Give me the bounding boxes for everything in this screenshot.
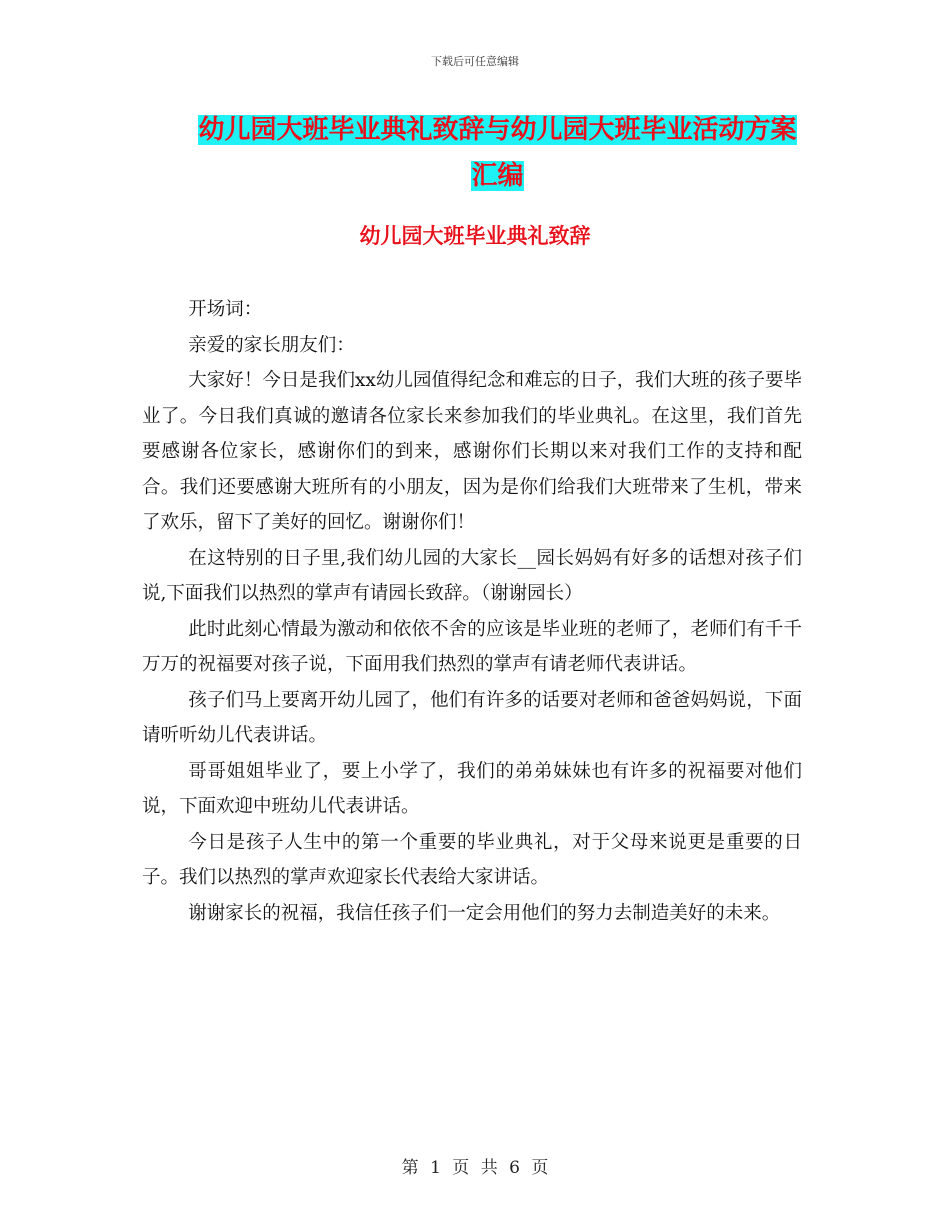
paragraph-child-rep-intro: 孩子们马上要离开幼儿园了，他们有许多的话要对老师和爸爸妈妈说，下面请听听幼儿代表讲话。 bbox=[142, 689, 802, 746]
paragraph-opening-label: 开场词： bbox=[188, 299, 263, 320]
paragraph-middle-class-intro: 哥哥姐姐毕业了，要上小学了，我们的弟弟妹妹也有许多的祝福要对他们说，下面欢迎中班幼儿代表讲话。 bbox=[142, 760, 802, 817]
document-title bbox=[190, 107, 805, 199]
paragraph-salutation: 亲爱的家长朋友们： bbox=[188, 334, 355, 356]
document-title-text: 幼儿园大班毕业典礼致辞与幼儿园大班毕业活动方案汇编 bbox=[198, 115, 797, 191]
page-number-footer: 第 1 页 共 6 页 bbox=[401, 1158, 549, 1178]
paragraph-parent-rep-intro: 今日是孩子人生中的第一个重要的毕业典礼，对于父母来说更是重要的日子。我们以热烈的掌声欢迎家长代表给大家讲话。 bbox=[142, 831, 802, 888]
document-body bbox=[142, 292, 802, 931]
section-heading: 幼儿园大班毕业典礼致辞 bbox=[359, 224, 591, 248]
paragraph-principal-intro: 在这特别的日子里,我们幼儿园的大家长__园长妈妈有好多的话想对孩子们说,下面我们以热烈的掌声有请园长致辞。（谢谢园长） bbox=[142, 547, 802, 604]
paragraph-welcome: 大家好！今日是我们xx幼儿园值得纪念和难忘的日子，我们大班的孩子要毕业了。今日我们真诚的邀请各位家长来参加我们的毕业典礼。在这里，我们首先要感谢各位家长，感谢你们的到来，感谢你们长期以来对我们工作的支持和配合。我们还要感谢大班所有的小朋友，因为是你们给我们大班带来了生机，带来了欢乐，留下了美好的回忆。谢谢你们！ bbox=[142, 370, 802, 533]
paragraph-teacher-intro: 此时此刻心情最为激动和依依不舍的应该是毕业班的老师了，老师们有千千万万的祝福要对孩子说，下面用我们热烈的掌声有请老师代表讲话。 bbox=[142, 618, 802, 675]
header-note: 下载后可任意编辑 bbox=[431, 55, 519, 68]
paragraph-closing-thanks: 谢谢家长的祝福，我信任孩子们一定会用他们的努力去制造美好的未来。 bbox=[188, 902, 781, 924]
